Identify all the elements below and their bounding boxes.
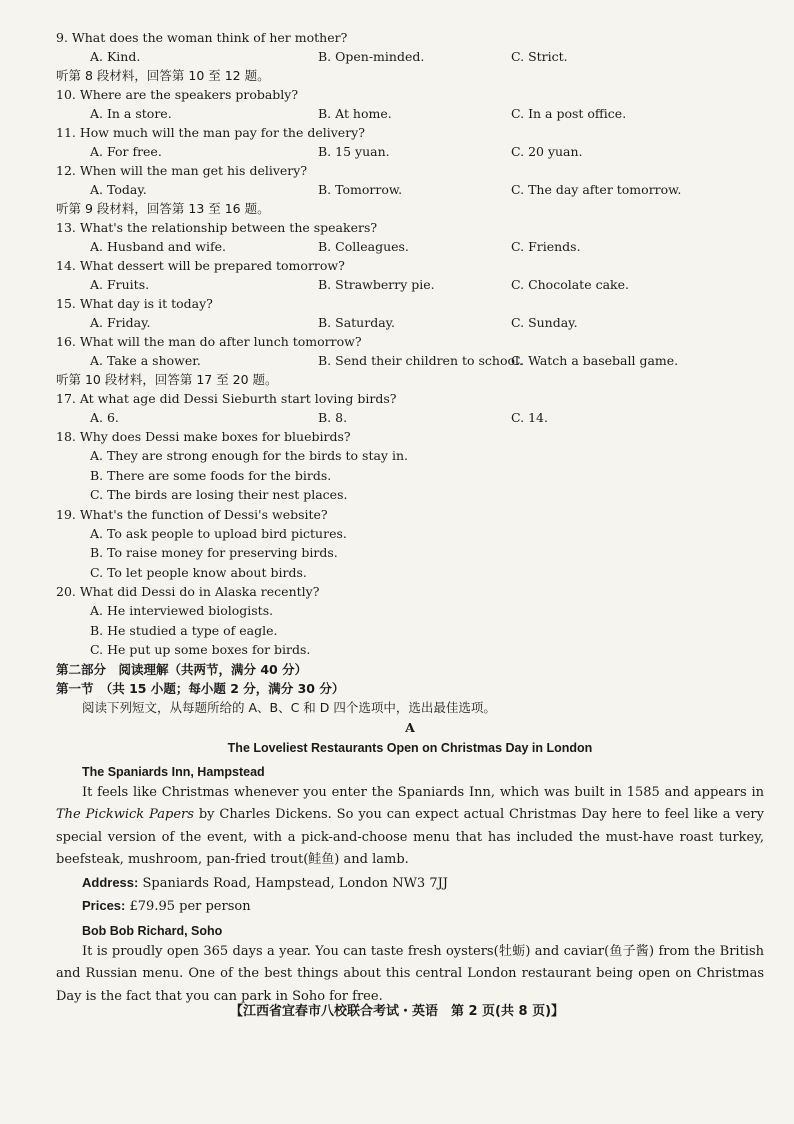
question-19: 19. What's the function of Dessi's website? (56, 506, 328, 522)
question-16: 16. What will the man do after lunch tomorrow? (56, 334, 362, 349)
option-c: C. In a post office. (511, 106, 627, 121)
option-b: B. Strawberry pie. (318, 277, 435, 292)
question-16-options (56, 351, 764, 370)
section-heading-9: 听第 9 段材料，回答第 13 至 16 题。 (56, 201, 270, 216)
section-heading-10: 听第 10 段材料，回答第 17 至 20 题。 (56, 372, 278, 387)
restaurant-prices: Prices: £79.95 per person (82, 898, 251, 914)
option-b: B. Saturday. (318, 315, 396, 330)
restaurant-name: Bob Bob Richard, Soho (82, 923, 223, 938)
section-heading-8: 听第 8 段材料，回答第 10 至 12 题。 (56, 68, 270, 83)
restaurant-description: It is proudly open 365 days a year. You can taste fresh oysters(牡蛎) and caviar(鱼子酱) from the British and Russian menu. One of the best things about this central London restaurant being open on Christmas Day is the fact that you can park in Soho for free. (56, 943, 764, 1004)
option-c: C. The day after tomorrow. (511, 182, 682, 197)
option-c: C. Sunday. (511, 315, 578, 330)
option-a: A. Fruits. (90, 277, 150, 292)
option-b: B. Colleagues. (318, 239, 409, 254)
option-a: A. Take a shower. (90, 353, 201, 368)
question-10-options (56, 104, 764, 123)
option-a: A. To ask people to upload bird pictures. (90, 525, 347, 541)
option-c: C. To let people know about birds. (90, 564, 307, 580)
section-heading: 第一节 （共 15 小题；每小题 2 分，满分 30 分） (56, 680, 345, 696)
question-14: 14. What dessert will be prepared tomorrow? (56, 258, 345, 273)
option-a: A. Husband and wife. (90, 239, 226, 254)
question-17-options (56, 408, 764, 427)
book-title: The Pickwick Papers (56, 807, 194, 822)
option-b: B. At home. (318, 106, 392, 121)
restaurant-description: It feels like Christmas whenever you enter the Spaniards Inn, which was built in 1585 and appears in The Pickwick Papers by Charles Dickens. So you can expect actual Christmas Day here to feel like a very special version of the event, with a pick-and-choose menu that has included the must-have roast turkey, beefsteak, mushroom, pan-fried trout(鲑鱼) and lamb. (56, 784, 764, 867)
option-c: C. 20 yuan. (511, 144, 583, 159)
option-a: A. They are strong enough for the birds to stay in. (90, 448, 408, 463)
question-13: 13. What's the relationship between the speakers? (56, 220, 378, 235)
option-c: C. Watch a baseball game. (511, 353, 679, 368)
option-a: A. He interviewed biologists. (90, 603, 274, 618)
option-c: C. 14. (511, 410, 548, 425)
option-b: B. 15 yuan. (318, 144, 390, 159)
question-15-options (56, 313, 764, 332)
question-13-options (56, 237, 764, 256)
question-17: 17. At what age did Dessi Sieburth start loving birds? (56, 391, 397, 406)
instruction: 阅读下列短文，从每题所给的 A、B、C 和 D 四个选项中，选出最佳选项。 (82, 699, 496, 715)
option-b: B. Open-minded. (318, 49, 425, 64)
restaurant-name: The Spaniards Inn, Hampstead (82, 764, 265, 779)
option-a: A. For free. (90, 144, 162, 159)
question-12: 12. When will the man get his delivery? (56, 163, 308, 178)
question-18: 18. Why does Dessi make boxes for bluebirds? (56, 429, 351, 444)
option-c: C. He put up some boxes for birds. (90, 642, 311, 657)
part-heading: 第二部分 阅读理解（共两节，满分 40 分） (56, 661, 308, 677)
option-c: C. Chocolate cake. (511, 277, 629, 292)
option-b: B. To raise money for preserving birds. (90, 545, 338, 560)
question-11-options (56, 142, 764, 161)
option-c: C. Strict. (511, 49, 568, 64)
question-10: 10. Where are the speakers probably? (56, 87, 299, 102)
page-footer: 【江西省宜春市八校联合考试・英语 第 2 页(共 8 页)】 (229, 1004, 565, 1019)
option-a: A. Kind. (90, 49, 141, 64)
option-c: C. The birds are losing their nest places. (90, 487, 348, 502)
option-b: B. 8. (318, 410, 348, 425)
option-b: B. Send their children to school. (318, 353, 523, 368)
restaurant-address: Address: Spaniards Road, Hampstead, London NW3 7JJ (82, 874, 449, 891)
option-a: A. Friday. (90, 315, 151, 330)
option-a: A. In a store. (90, 106, 172, 121)
question-14-options (56, 275, 764, 294)
option-b: B. Tomorrow. (318, 182, 403, 197)
question-9-options (56, 47, 764, 66)
option-b: B. He studied a type of eagle. (90, 622, 278, 638)
option-a: A. 6. (90, 410, 119, 425)
question-15: 15. What day is it today? (56, 296, 213, 311)
question-20: 20. What did Dessi do in Alaska recently? (56, 584, 320, 599)
option-a: A. Today. (90, 182, 147, 197)
question-9: 9. What does the woman think of her mother? (56, 30, 348, 45)
question-11: 11. How much will the man pay for the delivery? (56, 125, 365, 140)
option-c: C. Friends. (511, 239, 581, 254)
option-b: B. There are some foods for the birds. (90, 467, 332, 483)
passage-letter: A (405, 719, 415, 735)
passage-title: The Loveliest Restaurants Open on Christmas Day in London (227, 740, 593, 755)
question-12-options (56, 180, 764, 199)
